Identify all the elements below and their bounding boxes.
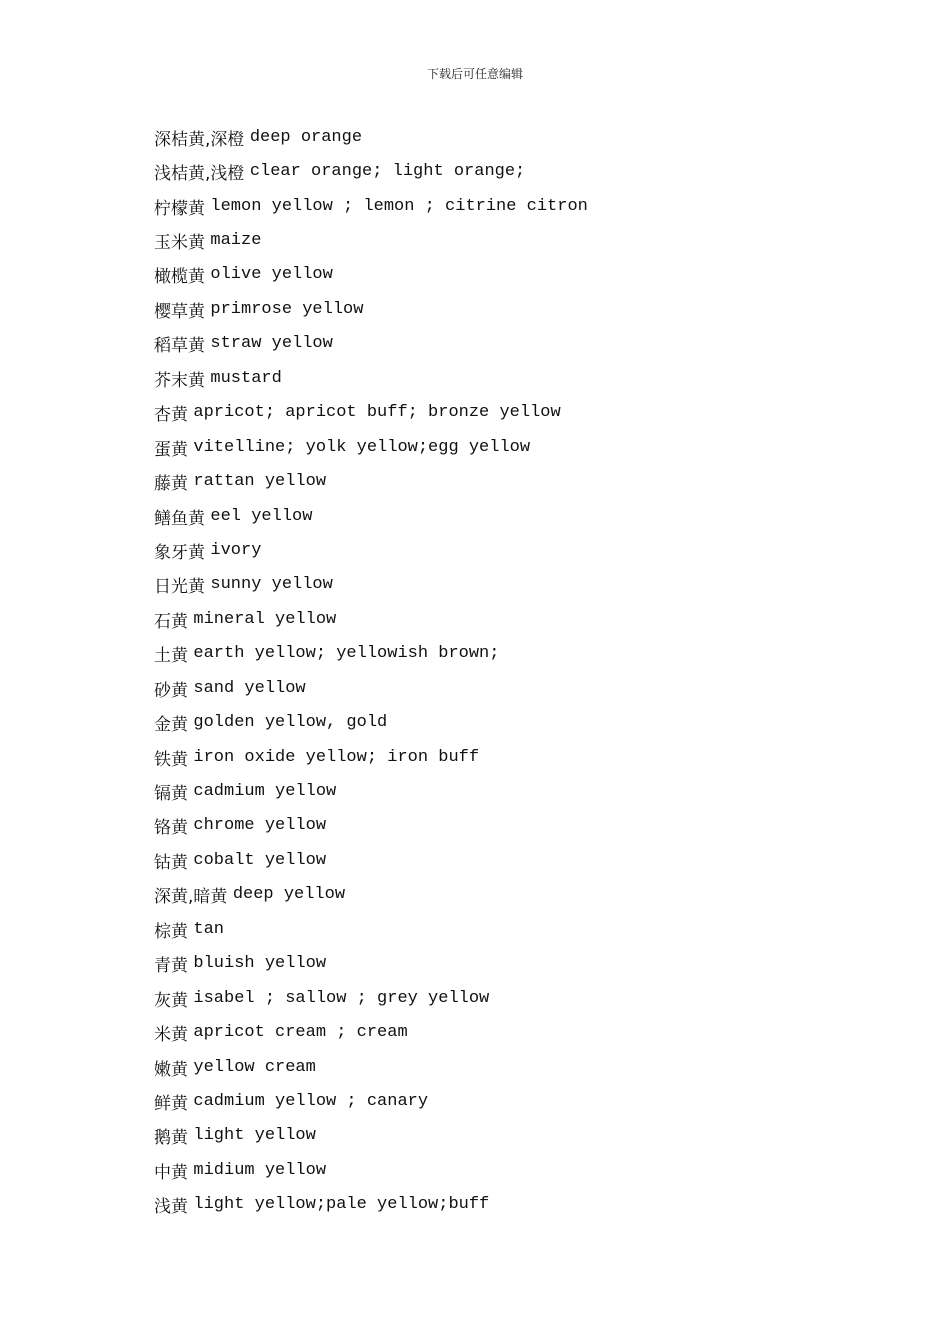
english-term: tan <box>193 919 225 939</box>
english-term: sunny yellow <box>210 575 333 595</box>
list-item <box>154 740 588 774</box>
chinese-term: 嫩黄 <box>154 1059 194 1080</box>
list-item <box>154 1119 588 1153</box>
list-item <box>154 1084 588 1118</box>
english-term: lemon yellow ; lemon ; citrine citron <box>210 196 588 216</box>
english-term: eel yellow <box>210 506 313 526</box>
english-term: maize <box>210 231 262 251</box>
english-term: rattan yellow <box>193 472 327 492</box>
chinese-term: 浅桔黄,浅橙 <box>154 164 250 185</box>
list-item <box>154 464 588 498</box>
chinese-term: 深桔黄,深橙 <box>154 129 250 150</box>
chinese-term: 象牙黄 <box>154 542 211 563</box>
chinese-term: 稻草黄 <box>154 336 211 357</box>
chinese-term: 石黄 <box>154 611 194 632</box>
chinese-term: 镉黄 <box>154 784 194 805</box>
chinese-term: 柠檬黄 <box>154 198 211 219</box>
english-term: cadmium yellow ; canary <box>193 1091 429 1111</box>
chinese-term: 鳝鱼黄 <box>154 508 211 529</box>
list-item <box>154 912 588 946</box>
list-item <box>154 361 588 395</box>
list-item <box>154 292 588 326</box>
english-term: isabel ; sallow ; grey yellow <box>193 988 490 1008</box>
chinese-term: 杏黄 <box>154 405 194 426</box>
list-item <box>154 671 588 705</box>
list-item <box>154 809 588 843</box>
color-term-list <box>154 120 588 1222</box>
english-term: chrome yellow <box>193 816 327 836</box>
english-term: bluish yellow <box>193 954 327 974</box>
chinese-term: 铁黄 <box>154 749 194 770</box>
chinese-term: 橄榄黄 <box>154 267 211 288</box>
chinese-term: 中黄 <box>154 1162 194 1183</box>
list-item <box>154 499 588 533</box>
chinese-term: 米黄 <box>154 1025 194 1046</box>
list-item <box>154 223 588 257</box>
chinese-term: 蛋黄 <box>154 439 194 460</box>
list-item <box>154 1153 588 1187</box>
english-term: vitelline; yolk yellow;egg yellow <box>193 437 531 457</box>
english-term: apricot cream ; cream <box>193 1023 408 1043</box>
list-item <box>154 189 588 223</box>
chinese-term: 砂黄 <box>154 680 194 701</box>
chinese-term: 青黄 <box>154 956 194 977</box>
chinese-term: 鹅黄 <box>154 1128 194 1149</box>
list-item <box>154 878 588 912</box>
list-item <box>154 947 588 981</box>
english-term: clear orange; light orange; <box>249 162 526 182</box>
english-term: apricot; apricot buff; bronze yellow <box>193 403 561 423</box>
list-item <box>154 1188 588 1222</box>
list-item <box>154 637 588 671</box>
english-term: midium yellow <box>193 1160 327 1180</box>
chinese-term: 棕黄 <box>154 921 194 942</box>
english-term: earth yellow; yellowish brown; <box>193 644 500 664</box>
english-term: mineral yellow <box>193 609 337 629</box>
english-term: light yellow;pale yellow;buff <box>193 1195 490 1215</box>
chinese-term: 钴黄 <box>154 852 194 873</box>
list-item <box>154 602 588 636</box>
page-header: 下载后可任意编辑 <box>426 67 523 81</box>
english-term: deep yellow <box>232 885 346 905</box>
english-term: golden yellow, gold <box>193 713 388 733</box>
list-item <box>154 981 588 1015</box>
english-term: iron oxide yellow; iron buff <box>193 747 480 767</box>
list-item <box>154 327 588 361</box>
list-item <box>154 705 588 739</box>
list-item <box>154 843 588 877</box>
list-item <box>154 568 588 602</box>
list-item <box>154 533 588 567</box>
chinese-term: 金黄 <box>154 715 194 736</box>
chinese-term: 玉米黄 <box>154 233 211 254</box>
list-item <box>154 774 588 808</box>
english-term: ivory <box>210 540 262 560</box>
english-term: light yellow <box>193 1126 316 1146</box>
chinese-term: 浅黄 <box>154 1197 194 1218</box>
english-term: deep orange <box>249 127 363 147</box>
list-item <box>154 430 588 464</box>
chinese-term: 鲜黄 <box>154 1093 194 1114</box>
english-term: yellow cream <box>193 1057 316 1077</box>
chinese-term: 土黄 <box>154 646 194 667</box>
chinese-term: 深黄,暗黄 <box>154 887 233 908</box>
english-term: primrose yellow <box>210 299 364 319</box>
list-item <box>154 154 588 188</box>
list-item <box>154 396 588 430</box>
chinese-term: 樱草黄 <box>154 301 211 322</box>
list-item <box>154 1015 588 1049</box>
english-term: sand yellow <box>193 678 306 698</box>
list-item <box>154 1050 588 1084</box>
english-term: mustard <box>210 368 282 388</box>
chinese-term: 灰黄 <box>154 990 194 1011</box>
chinese-term: 日光黄 <box>154 577 211 598</box>
list-item <box>154 258 588 292</box>
english-term: cobalt yellow <box>193 850 327 870</box>
chinese-term: 芥末黄 <box>154 370 211 391</box>
chinese-term: 铬黄 <box>154 818 194 839</box>
list-item <box>154 120 588 154</box>
english-term: straw yellow <box>210 334 333 354</box>
english-term: olive yellow <box>210 265 333 285</box>
english-term: cadmium yellow <box>193 782 337 802</box>
chinese-term: 藤黄 <box>154 474 194 495</box>
